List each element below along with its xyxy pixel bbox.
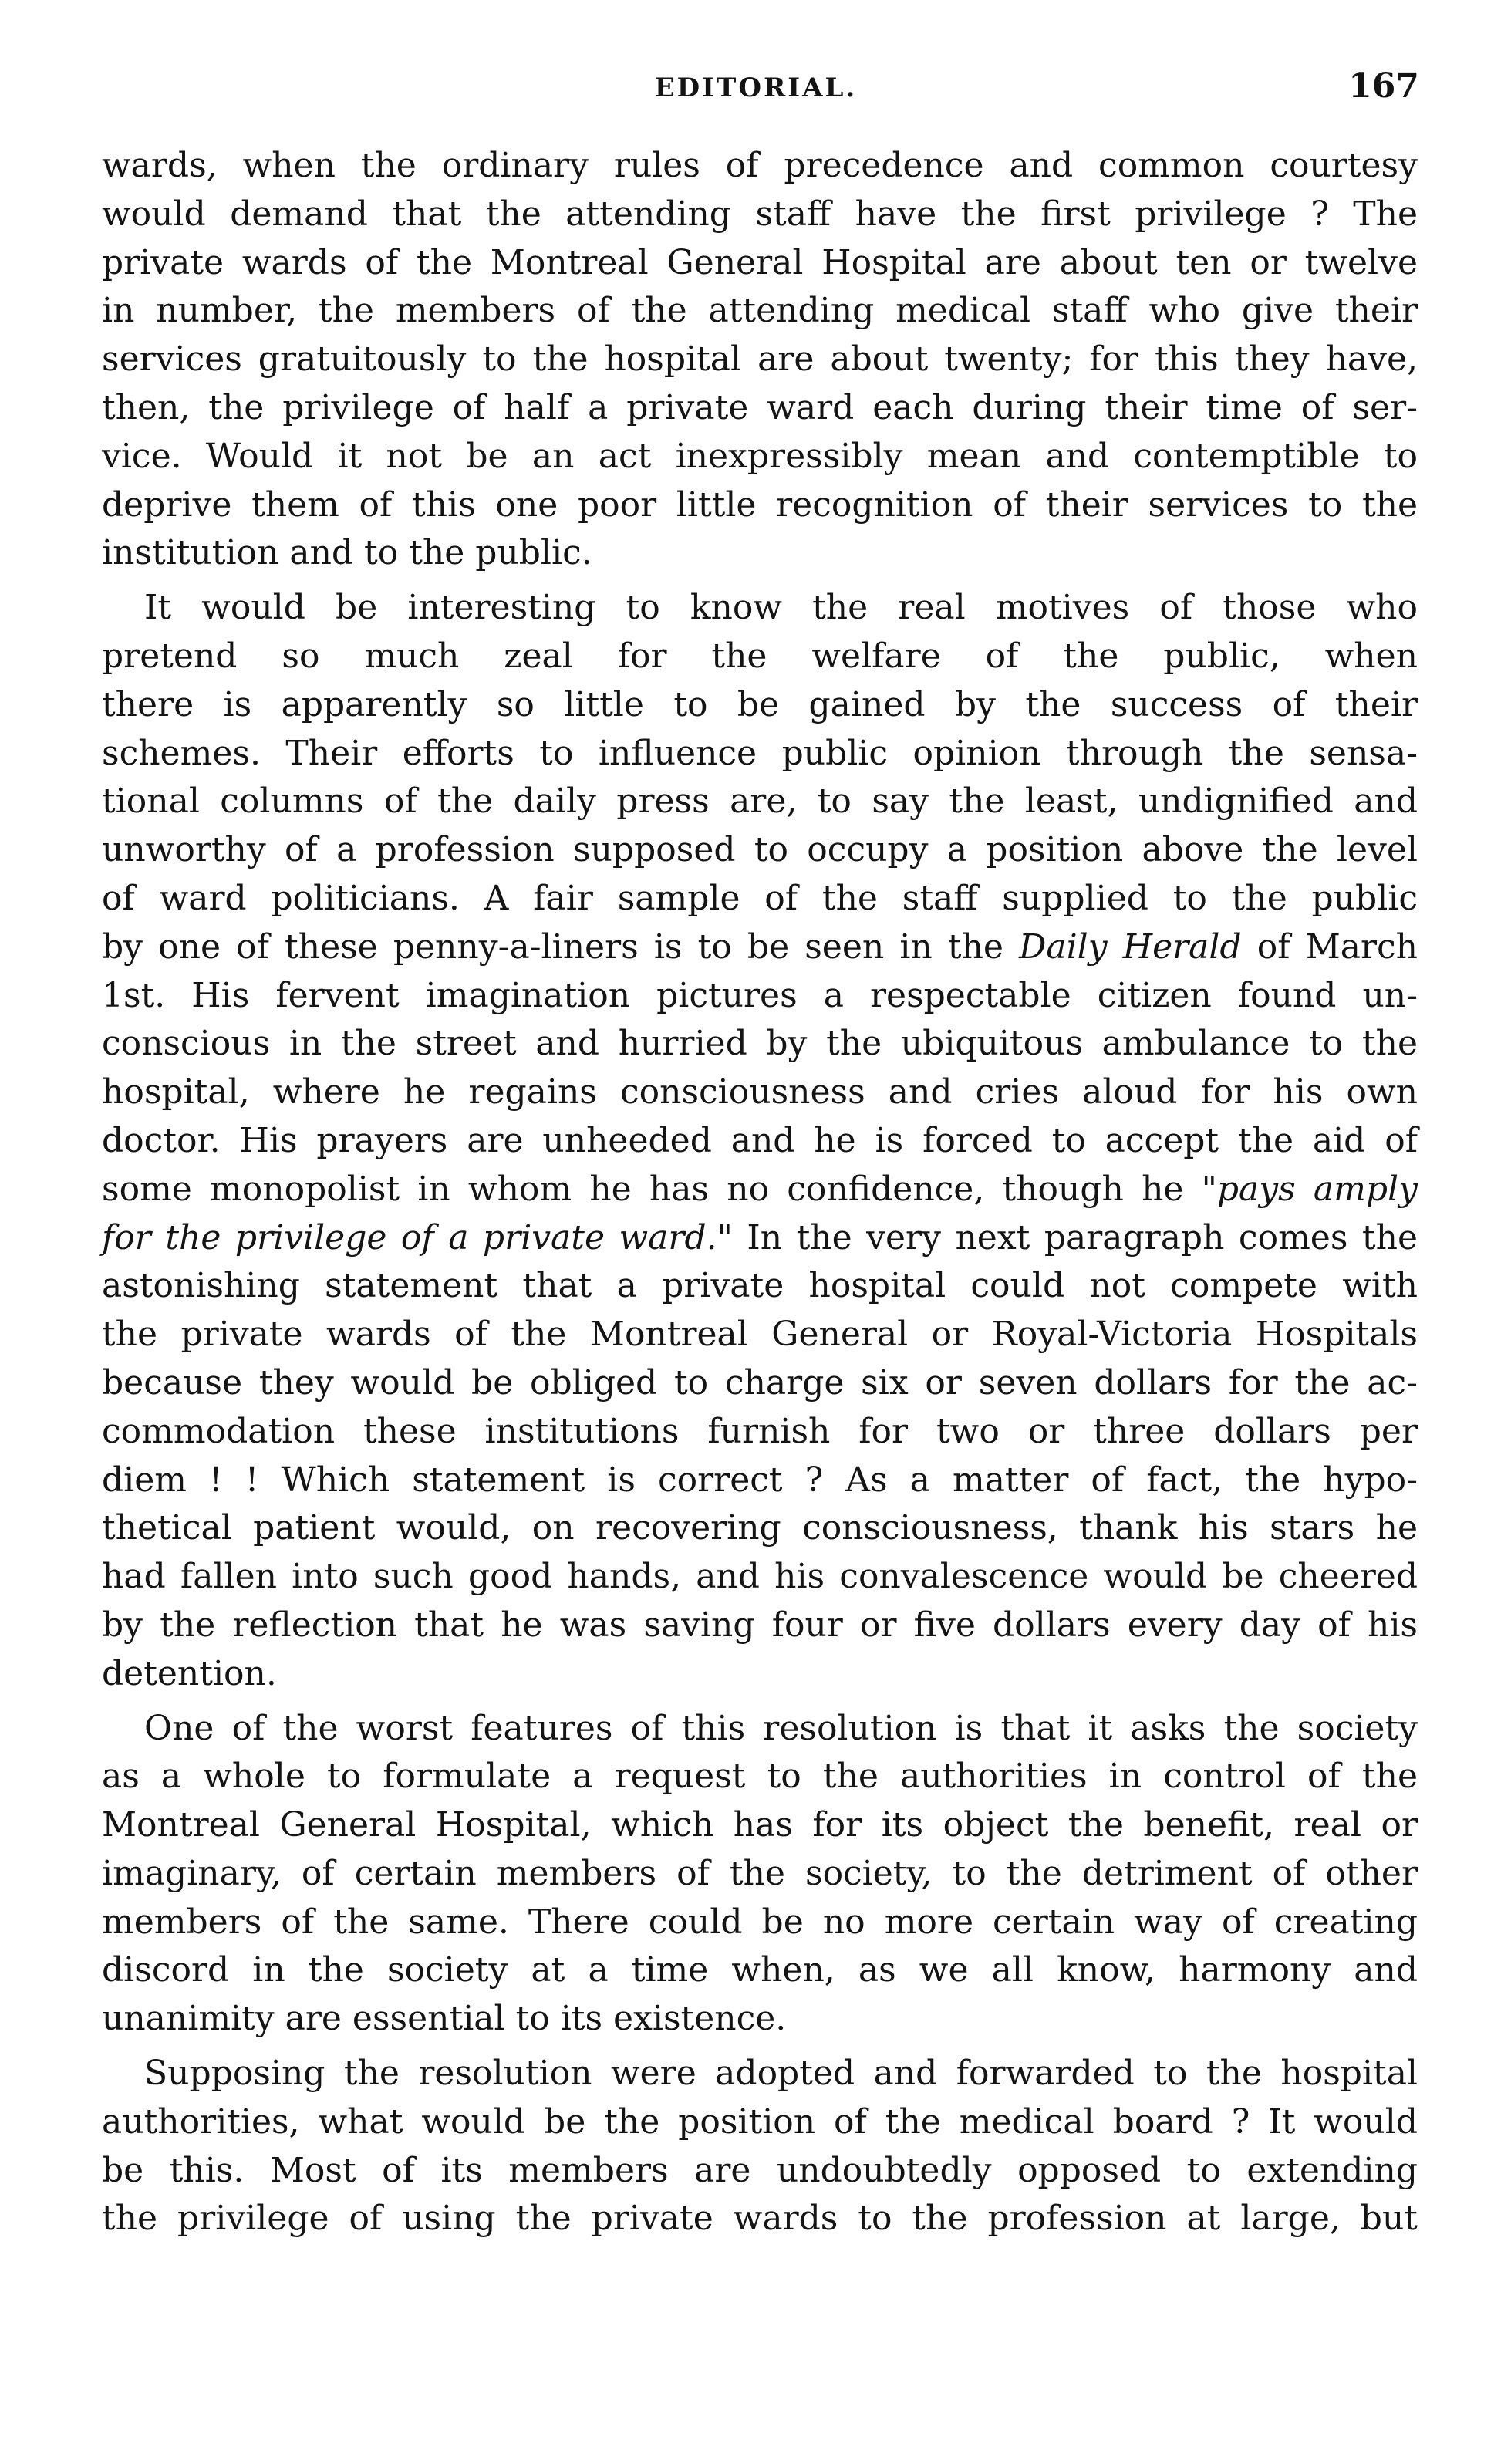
paragraph-1 bbox=[102, 142, 1418, 578]
line-text: some monopolist in whom he has no confidence, though he bbox=[102, 1169, 1184, 1209]
page-number: 167 bbox=[1348, 66, 1419, 106]
text-line: authorities, what would be the position of the medical board ? It would bbox=[102, 2101, 1418, 2142]
text-line: vice. Would it not be an act inexpressibly mean and contemptible to bbox=[102, 436, 1418, 476]
text-line: hospital, where he regains consciousness and cries aloud for his own bbox=[102, 1072, 1418, 1112]
text-line: the privilege of using the private wards to the profession at large, but bbox=[102, 2199, 1418, 2239]
quoted-phrase: "pays amply bbox=[1201, 1169, 1418, 1209]
text-line: 1st. His fervent imagination pictures a respectable citizen found un- bbox=[102, 975, 1418, 1015]
text-line: services gratuitously to the hospital are about twenty; for this they have, bbox=[102, 339, 1418, 380]
text-line: pretend so much zeal for the welfare of the public, when bbox=[102, 636, 1418, 676]
text-line: deprive them of this one poor little recognition of their services to the bbox=[102, 484, 1418, 525]
text-line: schemes. Their efforts to influence public opinion through the sensa- bbox=[102, 733, 1418, 773]
text-line: by the reflection that he was saving four or five dollars every day of his bbox=[102, 1605, 1418, 1645]
text-line: wards, when the ordinary rules of precedence and common courtesy bbox=[102, 146, 1418, 185]
text-line: discord in the society at a time when, as we all know, harmony and bbox=[102, 1950, 1418, 1990]
text-line: Supposing the resolution were adopted and forwarded to the hospital bbox=[144, 2054, 1418, 2094]
line-text: by one of these penny-a-liners is to be seen in the bbox=[102, 927, 1003, 967]
paragraph-4 bbox=[102, 2050, 1418, 2243]
text-line: of ward politicians. A fair sample of the staff supplied to the public bbox=[102, 878, 1418, 918]
text-line: One of the worst features of this resolution is that it asks the society bbox=[144, 1708, 1418, 1748]
text-line: detention. bbox=[102, 1653, 277, 1693]
text-line: thetical patient would, on recovering consciousness, thank his stars he bbox=[102, 1508, 1418, 1548]
text-line: there is apparently so little to be gained by the success of their bbox=[102, 684, 1418, 724]
running-title: EDITORIAL. bbox=[654, 73, 858, 103]
text-line: private wards of the Montreal General Hospital are about ten or twelve bbox=[102, 242, 1418, 282]
paragraph-3 bbox=[102, 1705, 1418, 2044]
text-line-quote-start bbox=[102, 1166, 1418, 1214]
newspaper-title: Daily Herald bbox=[1019, 927, 1242, 967]
text-line: diem ! ! Which statement is correct ? As a matter of fact, the hypo- bbox=[102, 1460, 1418, 1500]
text-line: had fallen into such good hands, and his convalescence would be cheered bbox=[102, 1557, 1418, 1597]
text-line-quote-end bbox=[102, 1214, 1418, 1263]
line-text: of March bbox=[1256, 927, 1418, 967]
text-line: commodation these institutions furnish for two or three dollars per bbox=[102, 1411, 1418, 1451]
text-line: conscious in the street and hurried by the ubiquitous ambulance to the bbox=[102, 1024, 1418, 1064]
text-line: then, the privilege of half a private ward each during their time of ser- bbox=[102, 387, 1418, 427]
text-line: tional columns of the daily press are, to say the least, undignified and bbox=[102, 781, 1418, 822]
text-line: Montreal General Hospital, which has for its object the benefit, real or bbox=[102, 1805, 1418, 1845]
text-line: as a whole to formulate a request to the authorities in control of the bbox=[102, 1757, 1418, 1797]
text-line: institution and to the public. bbox=[102, 533, 592, 573]
text-line: in number, the members of the attending medical staff who give their bbox=[102, 291, 1418, 331]
text-line: would demand that the attending staff have the first privilege ? The bbox=[102, 194, 1418, 234]
text-line: unanimity are essential to its existence. bbox=[102, 1999, 787, 2039]
text-line: members of the same. There could be no more certain way of creating bbox=[102, 1902, 1418, 1942]
page-header bbox=[93, 66, 1419, 113]
text-line: be this. Most of its members are undoubtedly opposed to extending bbox=[102, 2150, 1418, 2190]
text-line: the private wards of the Montreal General or Royal-Victoria Hospitals bbox=[102, 1315, 1418, 1355]
text-line-daily-herald bbox=[102, 923, 1418, 972]
quoted-phrase: for the privilege of a private ward." bbox=[102, 1217, 733, 1257]
text-line: because they would be obliged to charge six or seven dollars for the ac- bbox=[102, 1362, 1418, 1402]
paragraph-2 bbox=[102, 584, 1418, 1698]
text-line: doctor. His prayers are unheeded and he is forced to accept the aid of bbox=[102, 1120, 1418, 1160]
line-text: In the very next paragraph comes the bbox=[747, 1217, 1418, 1257]
text-line: unworthy of a profession supposed to occupy a position above the level bbox=[102, 830, 1418, 870]
editorial-body bbox=[102, 142, 1418, 2243]
text-line: astonishing statement that a private hospital could not compete with bbox=[102, 1266, 1418, 1306]
text-line: It would be interesting to know the real motives of those who bbox=[144, 588, 1418, 628]
text-line: imaginary, of certain members of the society, to the detriment of other bbox=[102, 1853, 1418, 1893]
